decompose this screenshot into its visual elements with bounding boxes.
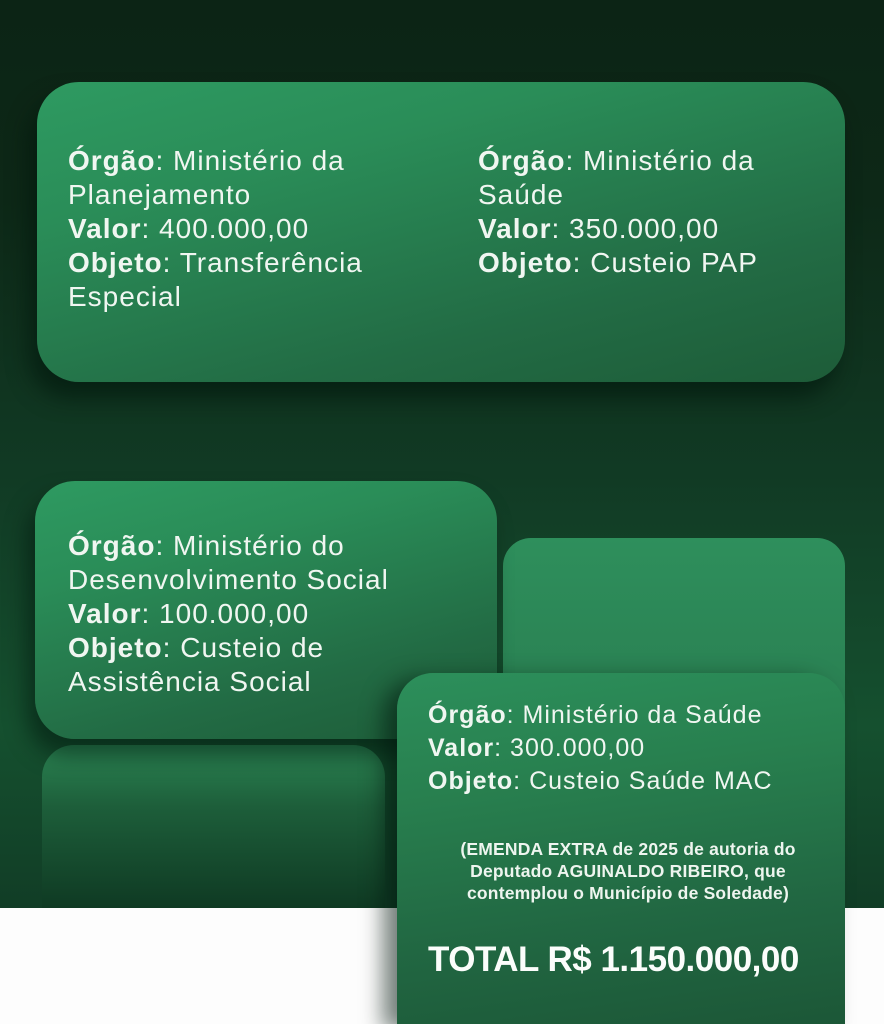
entry-label: Valor [68, 598, 142, 629]
card-bottom-column [428, 699, 828, 798]
entry-line [68, 529, 472, 597]
entry-value: : 350.000,00 [551, 213, 720, 244]
entry-line [428, 765, 828, 798]
entry-label: Objeto [478, 247, 573, 278]
entry-label: Órgão [478, 145, 566, 176]
entry-line [68, 144, 478, 212]
entry-value: : Ministério da Planejamento [68, 145, 345, 210]
entry-label: Objeto [68, 247, 163, 278]
entry-value: : Custeio Saúde MAC [513, 767, 773, 795]
emenda-note: (EMENDA EXTRA de 2025 de autoria do Deputado AGUINALDO RIBEIRO, que contemplou o Município de Soledade) [460, 839, 796, 903]
entry-line [68, 246, 478, 314]
card-top-left-column [68, 144, 478, 382]
entry-label: Órgão [68, 145, 156, 176]
background-accent-panel-left [42, 745, 385, 908]
entry-value: : Custeio PAP [572, 247, 758, 278]
entry-value: : 300.000,00 [494, 734, 646, 762]
entry-line [68, 212, 478, 246]
entry-line [478, 212, 823, 246]
entry-line [68, 597, 472, 631]
entry-value: : 400.000,00 [141, 213, 310, 244]
entry-line [428, 699, 828, 732]
entry-label: Objeto [428, 767, 514, 795]
entry-value: : Custeio de Assistência Social [68, 632, 325, 697]
entry-label: Valor [68, 213, 142, 244]
entry-label: Valor [478, 213, 552, 244]
card-saude-mac [397, 673, 845, 1024]
card-top-right-column [478, 144, 823, 382]
entry-value: : Transferência Especial [68, 247, 363, 312]
entry-label: Valor [428, 734, 495, 762]
entry-label: Órgão [428, 701, 507, 729]
card-transfers-top [37, 82, 845, 382]
entry-value: : Ministério da Saúde [478, 145, 755, 210]
card-middle-column [68, 529, 472, 699]
entry-value: : Ministério do Desenvolvimento Social [68, 530, 389, 595]
entry-label: Objeto [68, 632, 163, 663]
entry-line [428, 732, 828, 765]
entry-value: : 100.000,00 [141, 598, 310, 629]
entry-label: Órgão [68, 530, 156, 561]
entry-value: : Ministério da Saúde [506, 701, 763, 729]
entry-line [478, 144, 823, 212]
entry-line [478, 246, 823, 280]
total-amount: TOTAL R$ 1.150.000,00 [428, 940, 799, 979]
